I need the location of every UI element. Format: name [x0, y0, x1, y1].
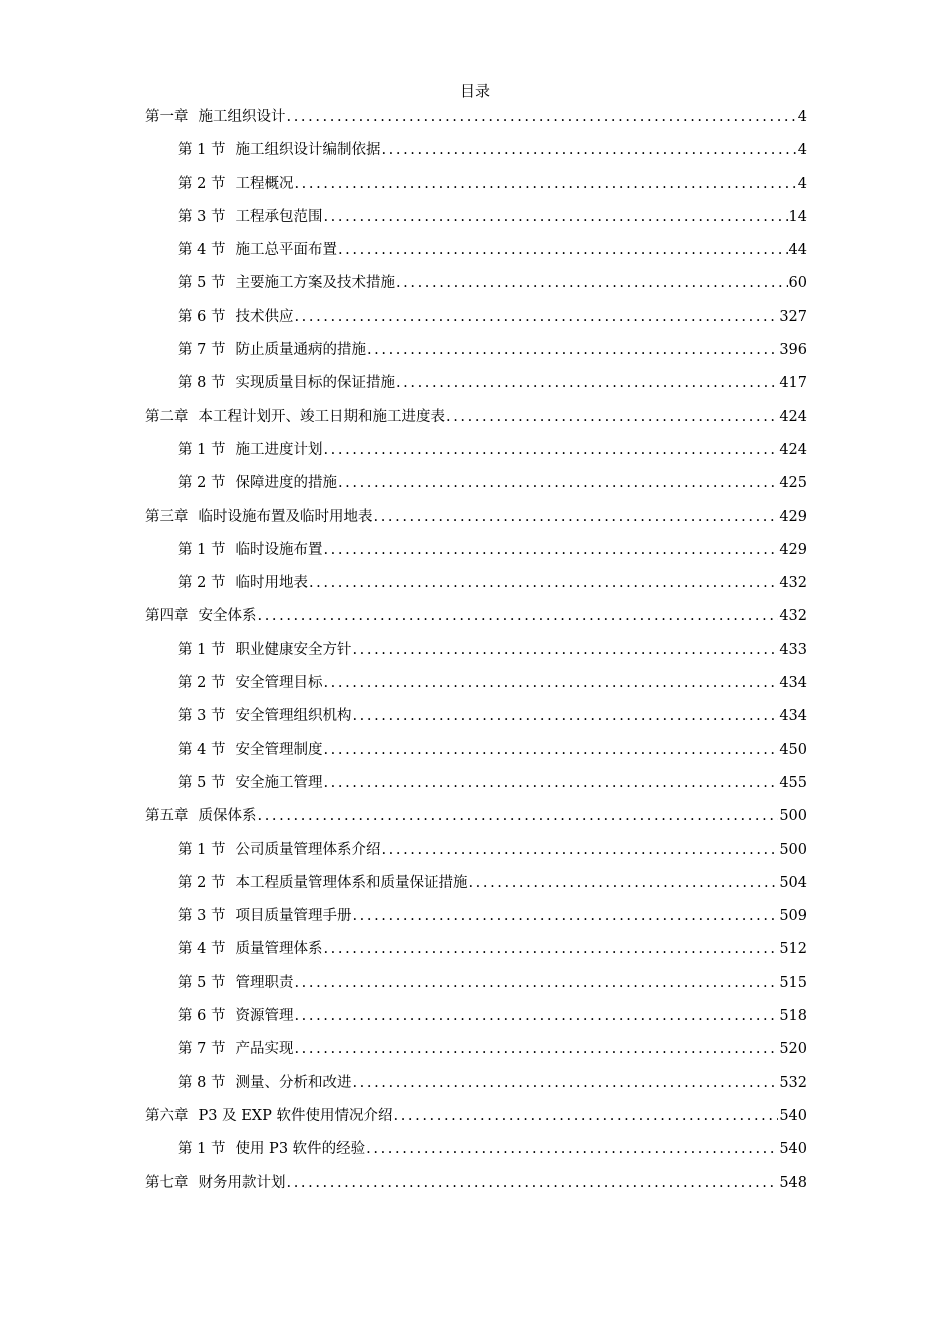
dot-leader — [352, 702, 778, 730]
toc-page-number: 4 — [797, 109, 807, 125]
toc-entry-text: 安全施工管理 — [235, 774, 323, 791]
toc-section-entry[interactable] — [145, 869, 807, 902]
toc-entry-number: 第 7 节 — [178, 1041, 226, 1058]
toc-entry-text: 财务用款计划 — [198, 1174, 286, 1191]
toc-entry-number: 第 1 节 — [178, 841, 226, 858]
toc-entry-number: 第 1 节 — [178, 142, 226, 159]
toc-chapter-entry[interactable] — [145, 602, 807, 635]
toc-section-entry[interactable] — [145, 336, 807, 369]
toc-entry-label — [178, 669, 322, 697]
toc-section-entry[interactable] — [145, 935, 807, 968]
toc-entry-label — [178, 536, 322, 564]
toc-section-entry[interactable] — [145, 969, 807, 1002]
dot-leader — [294, 1035, 778, 1063]
toc-entry-text: 管理职责 — [235, 974, 294, 991]
toc-section-entry[interactable] — [145, 236, 807, 269]
toc-section-entry[interactable] — [145, 736, 807, 769]
toc-chapter-entry[interactable] — [145, 503, 807, 536]
toc-section-entry[interactable] — [145, 636, 807, 669]
toc-entry-number: 第六章 — [145, 1107, 189, 1124]
toc-chapter-entry[interactable] — [145, 1102, 807, 1135]
toc-entry-text: 使用 P3 软件的经验 — [235, 1141, 366, 1158]
toc-section-entry[interactable] — [145, 369, 807, 402]
toc-entry-number: 第 2 节 — [178, 175, 226, 192]
toc-entry-number: 第 5 节 — [178, 774, 226, 791]
dot-leader — [323, 203, 787, 231]
toc-page-number: 434 — [779, 708, 807, 725]
toc-entry-number: 第四章 — [145, 608, 189, 625]
toc-entry-number: 第七章 — [145, 1174, 189, 1191]
toc-entry-label — [145, 1169, 286, 1197]
toc-entry-text: 施工总平面布置 — [235, 242, 337, 259]
toc-entry-text: 临时设施布置及临时用地表 — [198, 508, 373, 525]
dot-leader — [323, 736, 778, 764]
toc-entry-label — [178, 736, 322, 764]
toc-entry-number: 第 1 节 — [178, 441, 226, 458]
toc-entry-text: 临时用地表 — [235, 575, 308, 592]
toc-entry-label — [178, 136, 380, 164]
dot-leader — [323, 935, 778, 963]
toc-entry-label — [178, 1002, 293, 1030]
toc-chapter-entry[interactable] — [145, 103, 807, 136]
toc-page-number: 433 — [779, 641, 807, 658]
dot-leader — [396, 269, 788, 297]
toc-page-number: 327 — [779, 308, 807, 325]
toc-entry-number: 第 1 节 — [178, 641, 226, 658]
toc-entry-text: P3 及 EXP 软件使用情况介绍 — [198, 1107, 393, 1124]
toc-entry-text: 临时设施布置 — [235, 541, 323, 558]
toc-entry-number: 第 3 节 — [178, 708, 226, 725]
toc-section-entry[interactable] — [145, 1035, 807, 1068]
toc-section-entry[interactable] — [145, 269, 807, 302]
toc-entry-number: 第 4 节 — [178, 242, 226, 259]
toc-entry-text: 施工进度计划 — [235, 441, 323, 458]
dot-leader — [374, 503, 779, 531]
toc-entry-number: 第 2 节 — [178, 874, 226, 891]
toc-section-entry[interactable] — [145, 1069, 807, 1102]
toc-entry-number: 第 2 节 — [178, 475, 226, 492]
toc-page-number: 450 — [779, 741, 807, 758]
toc-entry-label — [145, 802, 257, 830]
dot-leader — [352, 1069, 778, 1097]
toc-entry-text: 工程承包范围 — [235, 208, 323, 225]
toc-entry-label — [145, 602, 257, 630]
toc-section-entry[interactable] — [145, 1135, 807, 1168]
dot-leader — [393, 1102, 778, 1130]
toc-entry-label — [178, 869, 467, 897]
toc-entry-text: 防止质量通病的措施 — [235, 342, 366, 359]
toc-page-number: 14 — [788, 208, 807, 225]
toc-chapter-entry[interactable] — [145, 1169, 807, 1202]
toc-page-number: 509 — [779, 908, 807, 925]
toc-section-entry[interactable] — [145, 436, 807, 469]
toc-page-number: 425 — [779, 475, 807, 492]
dot-leader — [287, 1169, 779, 1197]
toc-section-entry[interactable] — [145, 136, 807, 169]
dot-leader — [381, 836, 778, 864]
toc-page-number: 396 — [779, 342, 807, 359]
toc-section-entry[interactable] — [145, 536, 807, 569]
toc-section-entry[interactable] — [145, 836, 807, 869]
toc-entry-text: 项目质量管理手册 — [235, 908, 352, 925]
toc-entry-label — [178, 569, 308, 597]
toc-section-entry[interactable] — [145, 702, 807, 735]
dot-leader — [323, 536, 778, 564]
toc-entry-text: 主要施工方案及技术措施 — [235, 275, 395, 292]
toc-page-number: 429 — [779, 508, 807, 525]
toc-page-number: 540 — [779, 1141, 807, 1158]
toc-entry-label — [145, 1102, 392, 1130]
toc-entry-label — [178, 269, 395, 297]
toc-entry-label — [178, 902, 351, 930]
dot-leader — [396, 369, 778, 397]
toc-entry-text: 保障进度的措施 — [235, 475, 337, 492]
toc-entry-number: 第 5 节 — [178, 974, 226, 991]
toc-page-number: 4 — [797, 142, 807, 159]
toc-entry-label — [145, 103, 286, 131]
toc-entry-number: 第 6 节 — [178, 1008, 226, 1025]
toc-entry-text: 质量管理体系 — [235, 941, 323, 958]
toc-entry-number: 第 2 节 — [178, 675, 226, 692]
toc-section-entry[interactable] — [145, 303, 807, 336]
toc-section-entry[interactable] — [145, 669, 807, 702]
toc-entry-number: 第 5 节 — [178, 275, 226, 292]
toc-page-number: 515 — [779, 974, 807, 991]
toc-entry-label — [178, 303, 293, 331]
toc-section-entry[interactable] — [145, 203, 807, 236]
toc-entry-number: 第 3 节 — [178, 208, 226, 225]
dot-leader — [323, 769, 778, 797]
toc-chapter-entry[interactable] — [145, 802, 807, 835]
toc-page-number: 520 — [779, 1041, 807, 1058]
dot-leader — [258, 802, 779, 830]
toc-page-number: 44 — [788, 242, 807, 259]
toc-entry-label — [145, 403, 445, 431]
toc-entry-number: 第 2 节 — [178, 575, 226, 592]
toc-entry-text: 工程概况 — [235, 175, 294, 192]
toc-chapter-entry[interactable] — [145, 403, 807, 436]
toc-entry-label — [178, 1035, 293, 1063]
dot-leader — [258, 602, 779, 630]
toc-page-number: 429 — [779, 541, 807, 558]
toc-entry-number: 第一章 — [145, 109, 189, 125]
toc-entry-number: 第五章 — [145, 808, 189, 825]
toc-page-number: 432 — [779, 608, 807, 625]
toc-section-entry[interactable] — [145, 1002, 807, 1035]
toc-entry-text: 安全管理制度 — [235, 741, 323, 758]
toc-page-number: 434 — [779, 675, 807, 692]
toc-entry-number: 第二章 — [145, 408, 189, 425]
toc-page-number: 504 — [779, 874, 807, 891]
toc-section-entry[interactable] — [145, 569, 807, 602]
toc-entry-number: 第三章 — [145, 508, 189, 525]
toc-entry-label — [178, 935, 322, 963]
toc-entry-number: 第 6 节 — [178, 308, 226, 325]
toc-entry-label — [178, 203, 322, 231]
dot-leader — [294, 969, 778, 997]
dot-leader — [352, 636, 778, 664]
toc-entry-text: 实现质量目标的保证措施 — [235, 375, 395, 392]
toc-entry-text: 安全体系 — [198, 608, 257, 625]
toc-entry-number: 第 1 节 — [178, 541, 226, 558]
dot-leader — [338, 236, 788, 264]
toc-entry-text: 公司质量管理体系介绍 — [235, 841, 381, 858]
toc-entry-label — [178, 1069, 351, 1097]
toc-entry-text: 职业健康安全方针 — [235, 641, 352, 658]
toc-page-number: 424 — [779, 408, 807, 425]
toc-entry-label — [178, 836, 380, 864]
toc-entry-text: 施工组织设计编制依据 — [235, 142, 381, 159]
toc-entry-label — [178, 636, 351, 664]
toc-page-number: 4 — [797, 175, 807, 192]
toc-page-number: 512 — [779, 941, 807, 958]
toc-entry-label — [178, 170, 293, 198]
toc-section-entry[interactable] — [145, 469, 807, 502]
toc-page-number: 548 — [779, 1174, 807, 1191]
toc-entry-label — [178, 702, 351, 730]
toc-entry-text: 本工程质量管理体系和质量保证措施 — [235, 874, 468, 891]
toc-title: 目录 — [459, 82, 490, 100]
toc-page-number: 500 — [779, 808, 807, 825]
toc-page-number: 540 — [779, 1107, 807, 1124]
toc-entry-text: 安全管理组织机构 — [235, 708, 352, 725]
toc-entry-label — [178, 969, 293, 997]
toc-page-number: 518 — [779, 1008, 807, 1025]
toc-entry-label — [178, 369, 395, 397]
dot-leader — [446, 403, 778, 431]
toc-entry-text: 安全管理目标 — [235, 675, 323, 692]
table-of-contents — [145, 103, 807, 1202]
toc-entry-number: 第 4 节 — [178, 741, 226, 758]
toc-section-entry[interactable] — [145, 769, 807, 802]
toc-entry-number: 第 4 节 — [178, 941, 226, 958]
toc-entry-number: 第 7 节 — [178, 342, 226, 359]
toc-entry-label — [145, 503, 373, 531]
toc-page-number: 432 — [779, 575, 807, 592]
toc-entry-label — [178, 1135, 365, 1163]
toc-entry-text: 产品实现 — [235, 1041, 294, 1058]
dot-leader — [338, 469, 778, 497]
toc-entry-label — [178, 336, 366, 364]
toc-page-number: 417 — [779, 375, 807, 392]
dot-leader — [294, 1002, 778, 1030]
dot-leader — [294, 303, 778, 331]
toc-entry-text: 资源管理 — [235, 1008, 294, 1025]
toc-entry-text: 技术供应 — [235, 308, 294, 325]
dot-leader — [367, 336, 778, 364]
toc-entry-text: 本工程计划开、竣工日期和施工进度表 — [198, 408, 445, 425]
toc-entry-text: 质保体系 — [198, 808, 257, 825]
toc-section-entry[interactable] — [145, 902, 807, 935]
toc-page-number: 60 — [788, 275, 807, 292]
dot-leader — [323, 669, 778, 697]
dot-leader — [287, 103, 797, 131]
toc-section-entry[interactable] — [145, 170, 807, 203]
toc-page-number: 455 — [779, 774, 807, 791]
dot-leader — [294, 170, 796, 198]
toc-entry-number: 第 3 节 — [178, 908, 226, 925]
toc-page-number: 500 — [779, 841, 807, 858]
toc-entry-label — [178, 469, 337, 497]
dot-leader — [352, 902, 778, 930]
toc-entry-label — [178, 236, 337, 264]
toc-entry-text: 测量、分析和改进 — [235, 1074, 352, 1091]
dot-leader — [323, 436, 778, 464]
toc-entry-number: 第 8 节 — [178, 375, 226, 392]
toc-page-number: 532 — [779, 1074, 807, 1091]
toc-entry-number: 第 8 节 — [178, 1074, 226, 1091]
dot-leader — [366, 1135, 778, 1163]
dot-leader — [309, 569, 778, 597]
toc-page-number: 424 — [779, 441, 807, 458]
toc-entry-label — [178, 436, 322, 464]
toc-entry-number: 第 1 节 — [178, 1141, 226, 1158]
dot-leader — [381, 136, 796, 164]
dot-leader — [468, 869, 778, 897]
toc-entry-label — [178, 769, 322, 797]
toc-entry-text: 施工组织设计 — [198, 109, 286, 125]
